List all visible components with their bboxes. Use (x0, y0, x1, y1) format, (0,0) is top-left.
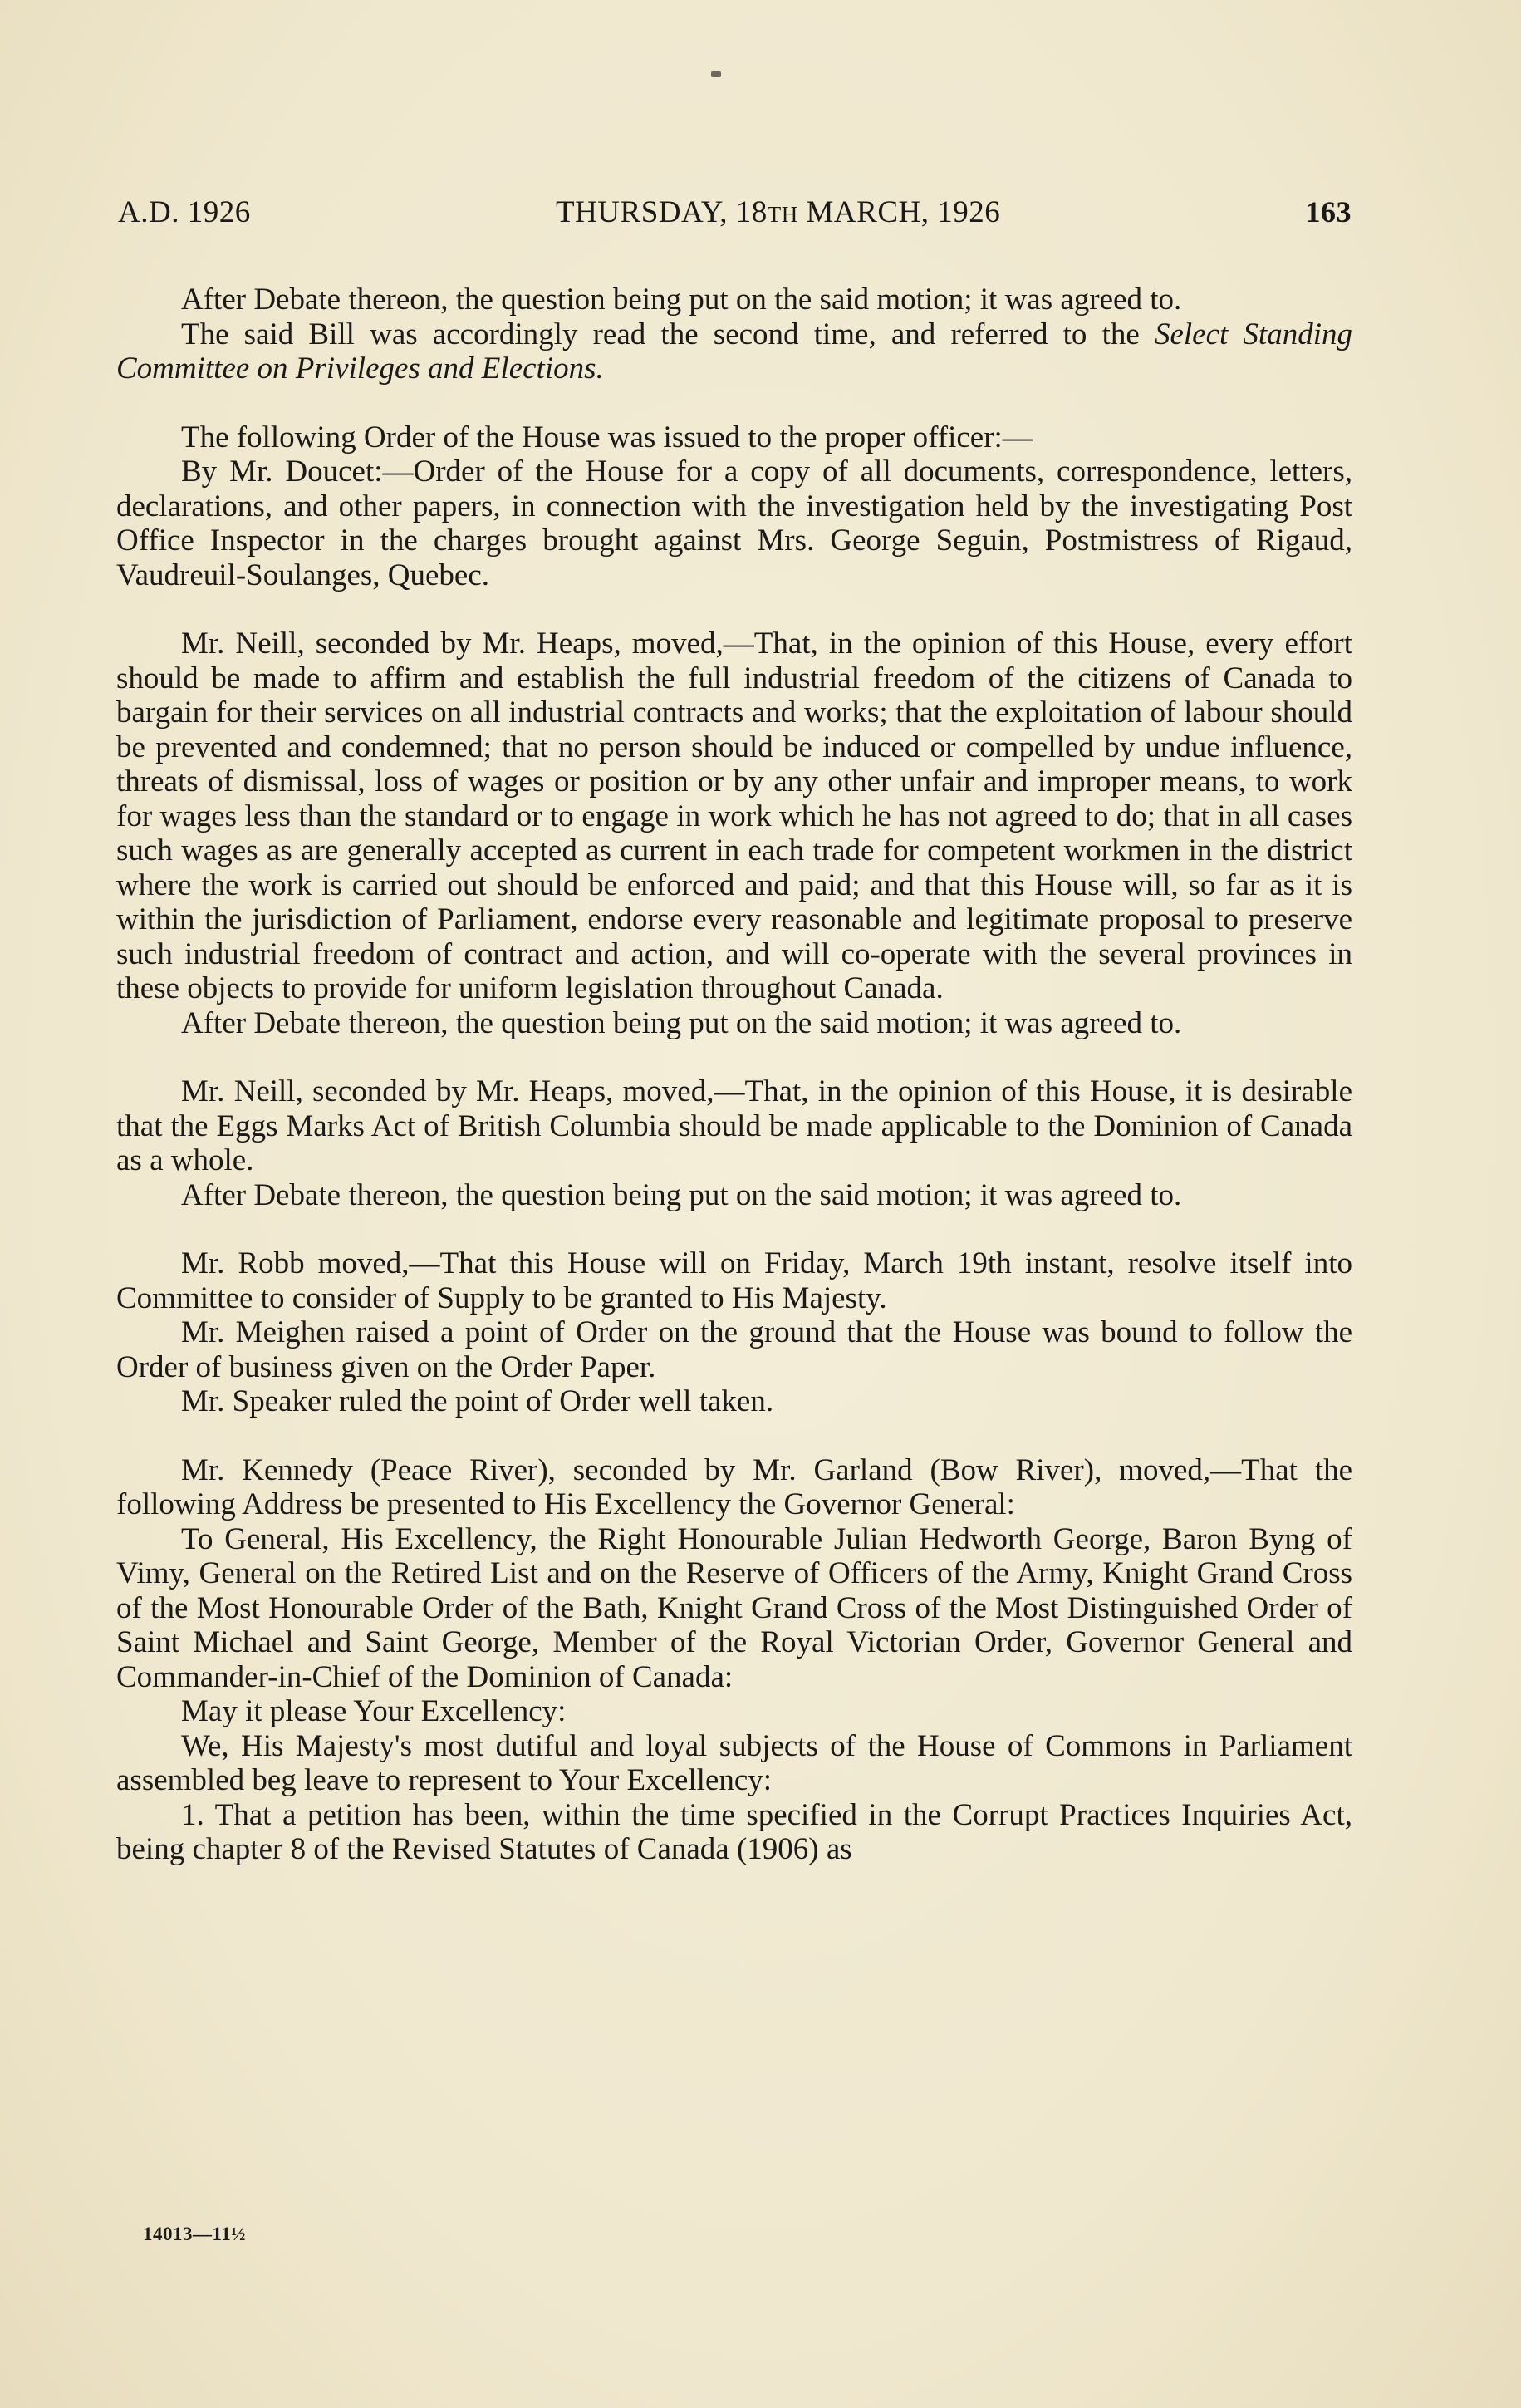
paragraph-address-to: To General, His Excellency, the Right Honourable Julian Hedworth George, Baron Byng of Vimy, General on the Retired List and on the Reserve of Officers of the Army, Knight Grand Cross of the Most Honourable Order of the Bath, Knight Grand Cross of the Most Distinguished Order of Saint Michael and Saint George, Member of the Royal Victorian Order, Governor General and Commander-in-Chief of the Dominion of Canada: (116, 1521, 1352, 1694)
page-number: 163 (1305, 195, 1352, 229)
paragraph-salutation: May it please Your Excellency: (181, 1694, 567, 1728)
paragraph-neill-motion-1: Mr. Neill, seconded by Mr. Heaps, moved,—That, in the opinion of this House, every effort should be made to affirm and establish the full industrial freedom of the citizens of Canada to bargain for their services on all industrial contracts and works; that the exploitation of labour should be prevented and condemned; that no person should be induced or compelled by undue influence, threats of dismissal, loss of wages or position or by any other unfair and improper means, to work for wages less than the standard or to engage in work which he has not agreed to do; that in all cases such wages as are generally accepted as current in each trade for competent workmen in the district where the work is carried out should be enforced and paid; and that this House will, so far as it is within the jurisdiction of Parliament, endorse every reasonable and legitimate proposal to preserve such industrial freedom of contract and action, and will co-operate with the several provinces in these objects to provide for uniform legislation throughout Canada. (116, 627, 1352, 1005)
header-date-ordinal: TH (767, 202, 798, 227)
paragraph-debate-1: After Debate thereon, the question being put on the said motion; it was agreed to. (181, 283, 1182, 317)
paragraph-neill-motion-2: Mr. Neill, seconded by Mr. Heaps, moved,—That, in the opinion of this House, it is desirable that the Eggs Marks Act of British Columbia should be made applicable to the Dominion of Canada as a whole. (116, 1074, 1352, 1177)
paragraph-order-issued: The following Order of the House was issued to the proper officer:— (181, 420, 1033, 455)
paragraph-kennedy-motion: Mr. Kennedy (Peace River), seconded by Mr. Garland (Bow River), moved,—That the following Address be presented to His Excellency the Governor General: (116, 1452, 1352, 1521)
running-header (118, 194, 1352, 230)
paragraph-debate-3: After Debate thereon, the question being put on the said motion; it was agreed to. (181, 1177, 1182, 1212)
header-date: THURSDAY, 18TH MARCH, 1926 (555, 195, 1001, 229)
paragraph-doucet-order: By Mr. Doucet:—Order of the House for a copy of all documents, correspondence, letters, declarations, and other papers, in connection with the investigation held by the investigating Post Office Inspector in the charges brought against Mrs. George Seguin, Postmistress of Rigaud, Vaudreuil-Soulanges, Quebec. (116, 455, 1352, 592)
paragraph-meighen-point: Mr. Meighen raised a point of Order on the ground that the House was bound to follow the Order of business given on the Order Paper. (116, 1315, 1352, 1384)
print-mark (711, 71, 721, 77)
paragraph-speaker-ruling: Mr. Speaker ruled the point of Order well taken. (181, 1384, 774, 1418)
paragraph-petition-1: 1. That a petition has been, within the time specified in the Corrupt Practices Inquiries Act, being chapter 8 of the Revised Statutes of Canada (1906) as (116, 1797, 1352, 1866)
printer-signature: 14013—11½ (143, 2224, 246, 2244)
header-year: A.D. 1926 (118, 195, 251, 229)
paragraph-robb-motion: Mr. Robb moved,—That this House will on Friday, March 19th instant, resolve itself into Committee to consider of Supply to be granted to His Majesty. (116, 1246, 1352, 1315)
committee-name: Select Standing Committee on Privileges and Elections. (116, 317, 1352, 386)
paragraph-debate-2: After Debate thereon, the question being put on the said motion; it was agreed to. (181, 1005, 1182, 1040)
journal-body (116, 283, 1352, 1867)
paragraph-representation: We, His Majesty's most dutiful and loyal subjects of the House of Commons in Parliament assembled beg leave to represent to Your Excellency: (116, 1728, 1352, 1797)
paragraph-bill-referred: The said Bill was accordingly read the second time, and referred to the Select Standing Committee on Privileges and Elections. (116, 317, 1352, 386)
